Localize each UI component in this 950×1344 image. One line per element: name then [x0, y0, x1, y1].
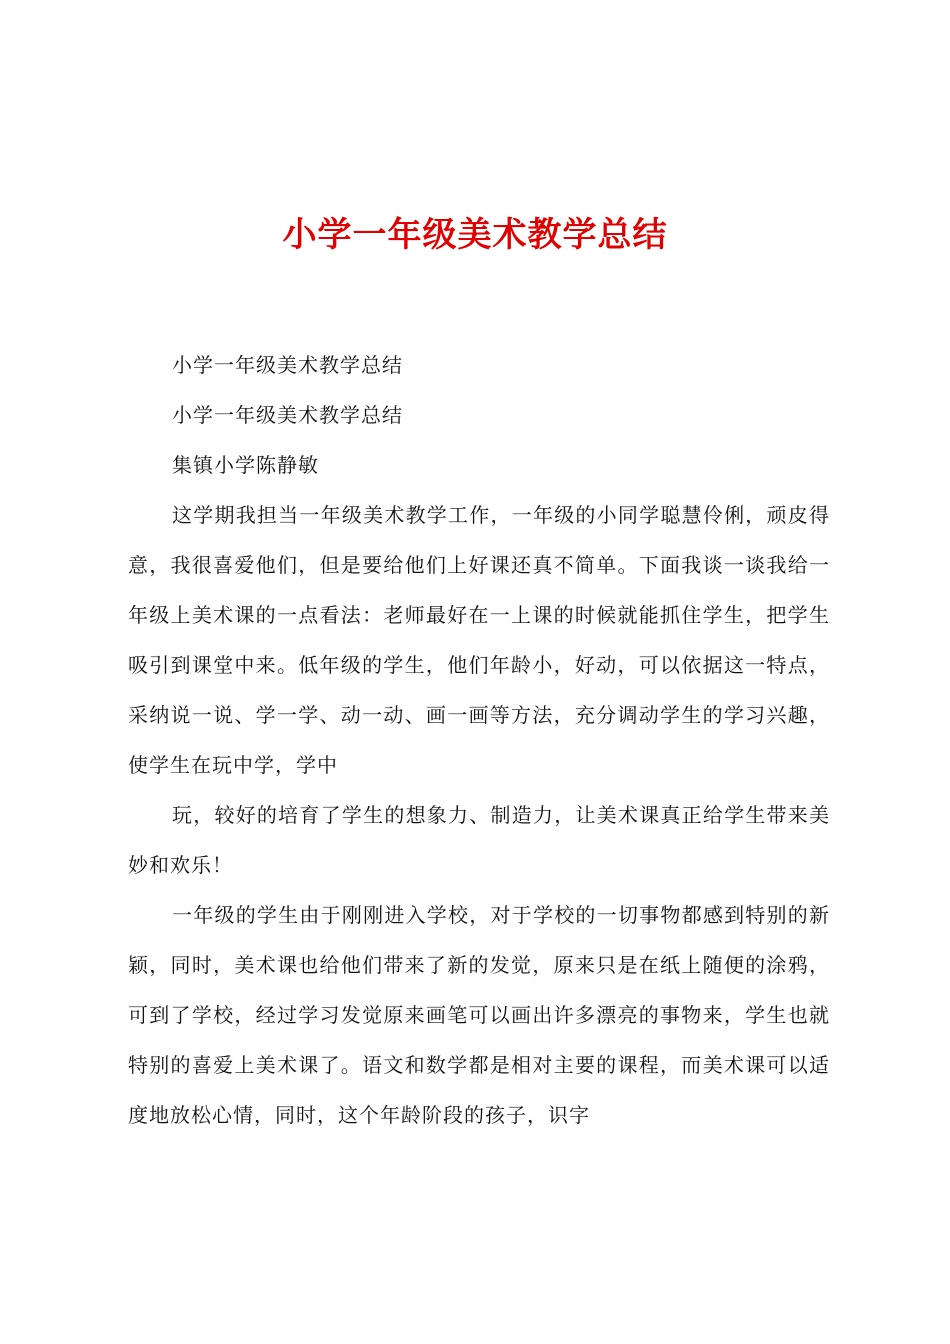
document-title: 小学一年级美术教学总结 — [282, 215, 668, 255]
paragraph-subtitle-1: 小学一年级美术教学总结 — [172, 353, 403, 377]
paragraph-subtitle-2: 小学一年级美术教学总结 — [172, 403, 403, 427]
paragraph-author: 集镇小学陈静敏 — [172, 453, 319, 477]
document-body — [128, 340, 830, 1140]
paragraph-body-1: 这学期我担当一年级美术教学工作，一年级的小同学聪慧伶俐，顽皮得意，我很喜爱他们，但是要给他们上好课还真不简单。下面我谈一谈我给一年级上美术课的一点看法：老师最好在一上课的时候就能抓住学生，把学生吸引到课堂中来。低年级的学生，他们年龄小，好动，可以依据这一特点，采纳说一说、学一学、动一动、画一画等方法，充分调动学生的学习兴趣，使学生在玩中学，学中 — [128, 503, 830, 777]
paragraph-body-2: 玩，较好的培育了学生的想象力、制造力，让美术课真正给学生带来美妙和欢乐！ — [128, 803, 830, 877]
paragraph-body-3: 一年级的学生由于刚刚进入学校，对于学校的一切事物都感到特别的新颖，同时，美术课也给他们带来了新的发觉，原来只是在纸上随便的涂鸦，可到了学校，经过学习发觉原来画笔可以画出许多漂亮的事物来，学生也就特别的喜爱上美术课了。语文和数学都是相对主要的课程，而美术课可以适度地放松心情，同时，这个年龄阶段的孩子，识字 — [128, 903, 830, 1127]
